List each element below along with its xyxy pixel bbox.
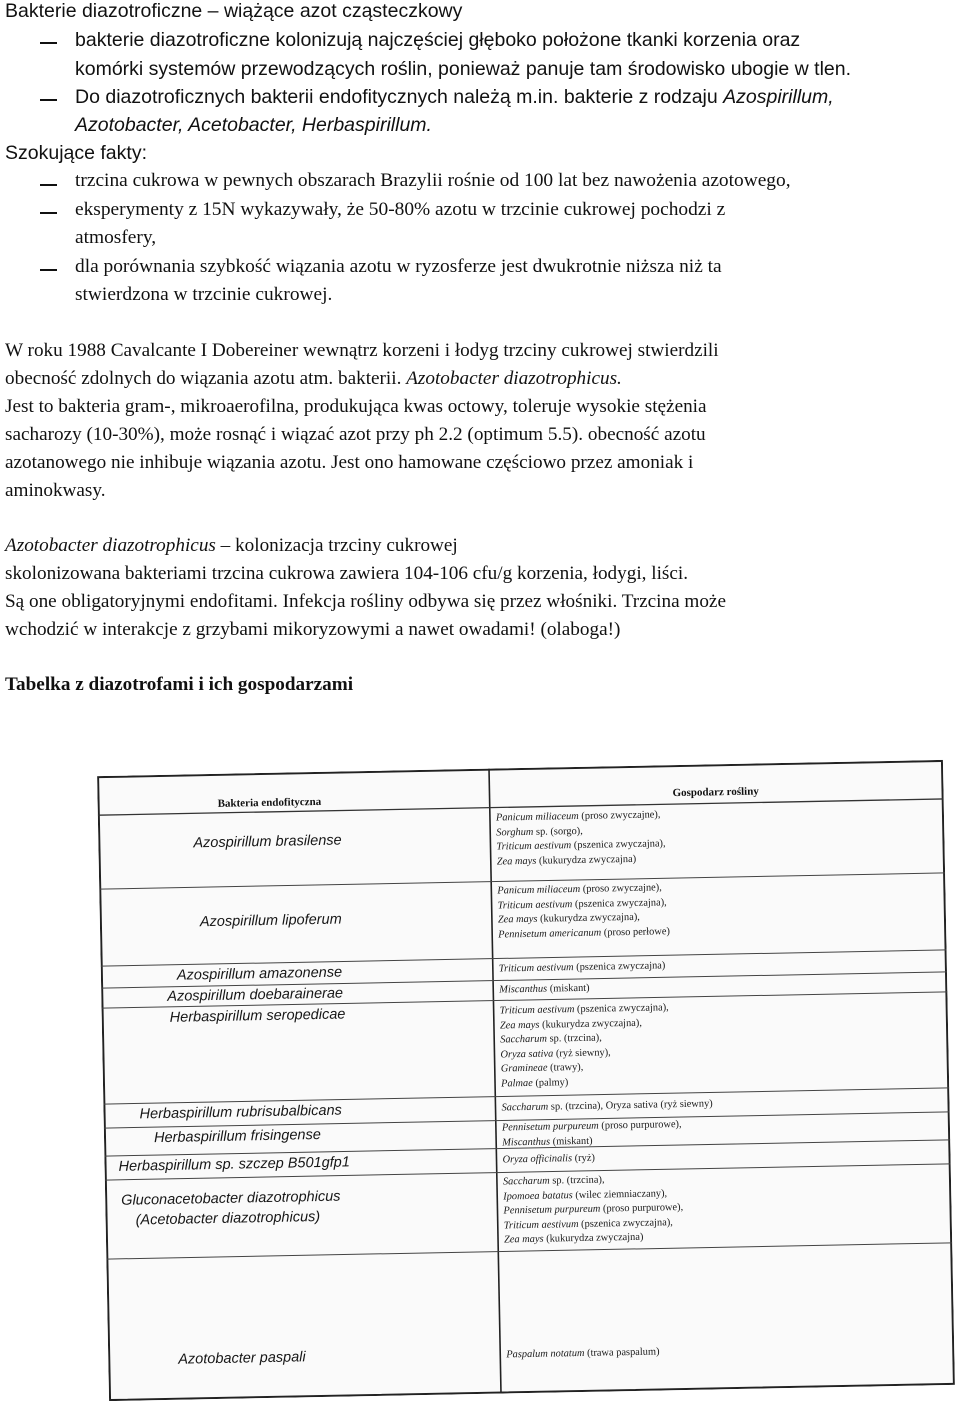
plant-cell: Panicum miliaceum (proso zwyczajne), Sorghum sp. (sorgo), Triticum aestivum (pszenica zwyczajna), Zea mays (kukurydza zwyczajna)	[495, 809, 666, 868]
plant-cell: Saccharum sp. (trzcina), Ipomoea batatus (wilec ziemniaczany), Pennisetum purpureum (proso purpurowe), Triticum aestivum (pszenica zwyczajna), Zea mays (kukurydza zwyczajna)	[502, 1174, 684, 1246]
bullet-dash	[40, 42, 57, 44]
bacteria-cell: Herbaspirillum frisingense	[153, 1126, 321, 1147]
paragraph-line: sacharozy (10-30%), może rosnąć i wiązać azot przy ph 2.2 (optimum 5.5). obecność azotu	[5, 424, 706, 445]
table-title: Tabelka z diazotrofami i ich gospodarzami	[5, 674, 354, 695]
species-name: Azotobacter diazotrophicus	[5, 535, 216, 556]
bullet-dash	[40, 99, 57, 101]
scanned-table	[97, 760, 955, 1401]
plant-cell: Triticum aestivum (pszenica zwyczajna), Zea mays (kukurydza zwyczajna), Saccharum sp. (trzcina), Oryza sativa (ryż siewny), Gramineae (trawy), Palmae (palmy)	[499, 1002, 669, 1090]
paragraph-line: W roku 1988 Cavalcante I Dobereiner wewnątrz korzeni i łodyg trzciny cukrowej stwierdzili	[5, 340, 719, 361]
paragraph-line: aminokwasy.	[5, 480, 106, 501]
column-header-plant: Gospodarz rośliny	[672, 785, 759, 800]
bacteria-cell: Azotobacter paspali	[178, 1349, 306, 1368]
genus-name: Azospirillum,	[723, 86, 834, 108]
bullet-text: atmosfery,	[75, 227, 157, 248]
section-heading-facts: Szokujące fakty:	[5, 142, 147, 164]
paragraph-line: obecność zdolnych do wiązania azotu atm. bakterii. Azotobacter diazotrophicus.	[5, 368, 622, 389]
bacteria-cell: Azospirillum amazonense	[176, 964, 343, 984]
bullet-dash	[40, 269, 57, 271]
bullet-text: bakterie diazotroficzne kolonizują najczęściej głęboko położone tkanki korzenia oraz	[75, 29, 801, 51]
paragraph-line: skolonizowana bakteriami trzcina cukrowa zawiera 104-106 cfu/g korzenia, łodygi, liści.	[5, 563, 689, 584]
column-header-bacteria: Bakteria endofityczna	[217, 795, 322, 810]
paragraph-line: Są one obligatoryjnymi endofitami. Infekcja rośliny odbywa się przez włośniki. Trzcina może	[5, 591, 726, 612]
plant-cell: Paspalum notatum (trawa paspalum)	[506, 1346, 660, 1361]
section-heading-diazotrophs: Bakterie diazotroficzne – wiążące azot cząsteczkowy	[5, 0, 463, 22]
plant-cell: Saccharum sp. (trzcina), Oryza sativa (ryż siewny)	[501, 1098, 713, 1114]
paragraph-line: Jest to bakteria gram-, mikroaerofilna, produkująca kwas octowy, toleruje wysokie stężenia	[5, 396, 707, 417]
paragraph-line: Azotobacter diazotrophicus – kolonizacja trzciny cukrowej	[5, 535, 458, 556]
bullet-text: dla porównania szybkość wiązania azotu w ryzosferze jest dwukrotnie niższa niż ta	[75, 256, 722, 277]
bacteria-cell: Herbaspirillum sp. szczep B501gfp1	[118, 1154, 351, 1175]
plant-cell: Pennisetum purpureum (proso purpurowe), Miscanthus (miskant)	[501, 1119, 682, 1149]
paragraph-line: azotanowego nie inhibuje wiązania azotu. Jest ono hamowane częściowo przez amoniak i	[5, 452, 694, 473]
bacteria-cell: Herbaspirillum rubrisubalbicans	[139, 1102, 342, 1123]
paragraph-line: wchodzić w interakcje z grzybami mikoryzowymi a nawet owadami! (olaboga!)	[5, 619, 621, 640]
bacteria-cell: Azospirillum lipoferum	[199, 911, 342, 931]
bacteria-cell: Azospirillum doebarainerae	[167, 985, 344, 1005]
genus-names: Azotobacter, Acetobacter, Herbaspirillum.	[75, 114, 432, 136]
plant-cell: Miscanthus (miskant)	[499, 982, 590, 996]
bullet-text: Do diazotroficznych bakterii endofitycznych należą m.in. bakterie z rodzaju Azospirillum,	[75, 86, 834, 108]
bullet-text: stwierdzona w trzcinie cukrowej.	[75, 284, 333, 305]
bacteria-cell: Gluconacetobacter diazotrophicus	[121, 1188, 341, 1209]
bullet-text: trzcina cukrowa w pewnych obszarach Brazylii rośnie od 100 lat bez nawożenia azotowego,	[75, 170, 791, 191]
bacteria-cell: (Acetobacter diazotrophicus)	[135, 1208, 321, 1229]
species-name: Azotobacter diazotrophicus.	[406, 368, 622, 389]
bacteria-cell: Azospirillum brasilense	[193, 832, 342, 852]
bullet-dash	[40, 212, 57, 214]
bacteria-cell: Herbaspirillum seropedicae	[169, 1006, 346, 1026]
bullet-text: komórki systemów przewodzących roślin, ponieważ panuje tam środowisko ubogie w tlen.	[75, 58, 852, 80]
bullet-text: eksperymenty z 15N wykazywały, że 50-80% azotu w trzcinie cukrowej pochodzi z	[75, 199, 726, 220]
plant-cell: Panicum miliaceum (proso zwyczajne), Triticum aestivum (pszenica zwyczajna), Zea mays (kukurydza zwyczajna), Pennisetum americanum (proso perłowe)	[497, 882, 670, 941]
plant-cell: Triticum aestivum (pszenica zwyczajna)	[498, 960, 666, 975]
plant-cell: Oryza officinalis (ryż)	[502, 1152, 595, 1166]
bullet-dash	[40, 184, 57, 186]
